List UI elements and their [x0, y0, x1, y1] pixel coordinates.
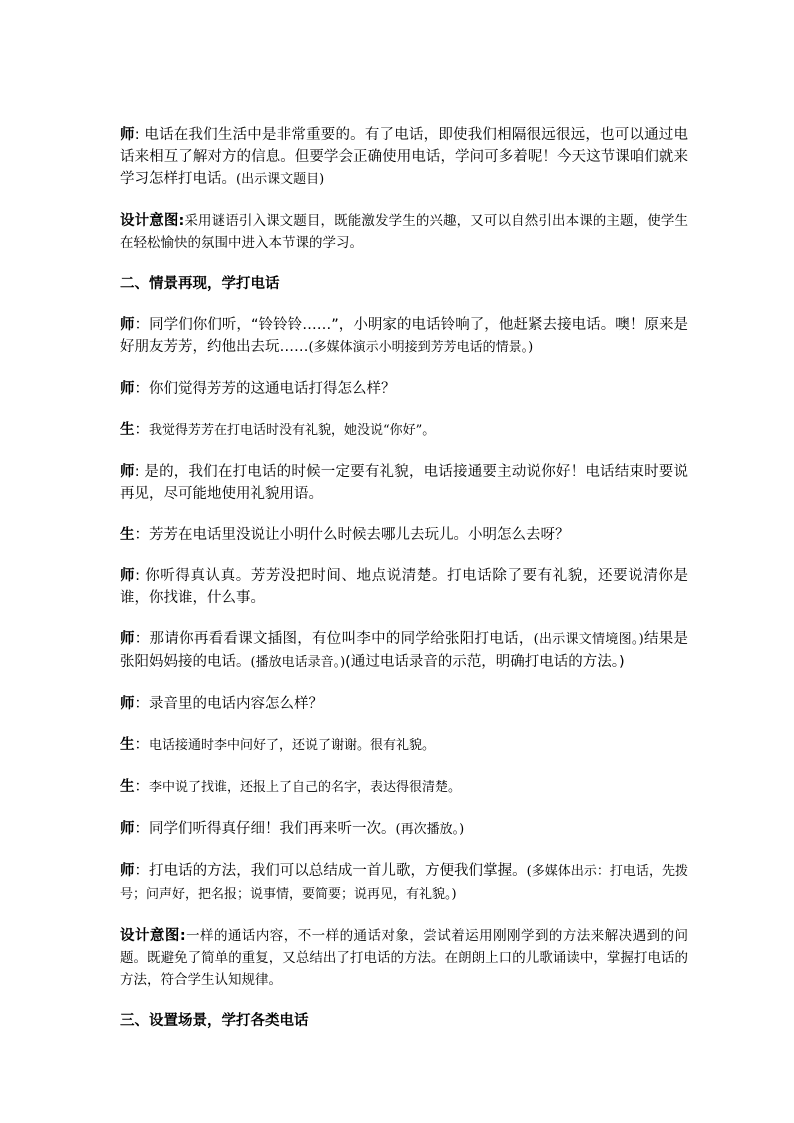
stage-note: (出示课文题目): [236, 172, 325, 187]
paragraph-teacher-scene: [120, 314, 688, 359]
paragraph-student-answer-2: [120, 524, 688, 546]
paragraph-student-answer-3: [120, 734, 688, 757]
paragraph-teacher-politeness: [120, 461, 688, 505]
paragraph-text: ：那请你再看看课文插图，有位叫李中的同学给张阳打电话，: [134, 631, 534, 647]
paragraph-teacher-illustration: [120, 628, 688, 674]
paragraph-teacher-clarity: [120, 565, 688, 609]
stage-note: (出示课文情境图。): [533, 632, 644, 647]
speaker-label: 师: [120, 464, 135, 480]
paragraph-text: : 是的，我们在打电话的时候一定要有礼貌，电话接通要主动说你好！电话结束时要说再见，尽可能地使用礼貌用语。: [120, 464, 688, 502]
paragraph-student-answer-4: [120, 776, 688, 799]
paragraph-text: ：打电话的方法，我们可以总结成一首儿歌，方便我们掌握。: [134, 863, 527, 879]
document-page: [120, 124, 688, 1051]
speaker-label: 师: [120, 127, 135, 143]
stage-note: (多媒体演示小明接到芳芳电话的情景。): [308, 340, 534, 355]
design-intent-text: 采用谜语引入课文题目，既能激发学生的兴趣，又可以自然引出本课的主题，使学生在轻松愉快的氛围中进入本节课的学习。: [120, 213, 688, 251]
speaker-label: 师: [120, 317, 135, 333]
design-intent-label: 设计意图:: [120, 213, 185, 229]
speaker-label: 师: [120, 863, 135, 879]
paragraph-text: : 你听得真认真。芳芳没把时间、地点说清楚。打电话除了要有礼貌，还要说清你是谁，你找谁，什么事。: [120, 568, 689, 606]
paragraph-teacher-recording-question: [120, 693, 688, 715]
speaker-label: 生: [120, 737, 135, 753]
paragraph-teacher-replay: [120, 818, 688, 841]
stage-note-2: (播放电话录音。): [250, 655, 346, 670]
paragraph-text: ：: [134, 422, 149, 438]
student-response: 电话接通时李中问好了，还说了谢谢。很有礼貌。: [149, 738, 436, 753]
speaker-label: 师: [120, 696, 135, 712]
speaker-label: 生: [120, 527, 135, 543]
design-intent-text: 一样的通话内容，不一样的通话对象，尝试着运用刚刚学到的方法来解决遇到的问题。既避免了简单的重复，又总结出了打电话的方法。在朗朗上口的儿歌诵读中，掌握打电话的方法，符合学生认知规律。: [120, 928, 688, 988]
speaker-label: 师: [120, 631, 135, 647]
design-intent-1: [120, 210, 688, 254]
paragraph-text: : 电话在我们生活中是非常重要的。有了电话，即使我们相隔很远很远，也可以通过电话来相互了解对方的信息。但要学会正确使用电话，学问可多着呢！今天这节课咱们就来学习怎样打电话。: [120, 127, 688, 187]
paragraph-text: ：同学们听得真仔细！我们再来听一次。: [134, 821, 396, 837]
paragraph-text: ：录音里的电话内容怎么样？: [134, 696, 323, 712]
paragraph-text-2: 结果是张阳妈妈接的电话。: [120, 631, 689, 670]
speaker-label: 生: [120, 779, 135, 795]
student-response: 李中说了找谁，还报上了自己的名字，表达得很清楚。: [149, 780, 462, 795]
stage-note: (多媒体出示：打电话，先拨号；问声好，把名报；说事情，要简要；说再见，有礼貌。): [120, 864, 689, 902]
design-intent-2: [120, 925, 688, 991]
paragraph-text: ：芳芳在电话里没说让小明什么时候去哪儿去玩儿。小明怎么去呀？: [134, 527, 570, 543]
paragraph-text: ：同学们你们听，“铃铃铃……”，小明家的电话铃响了，他赶紧去接电话。噢！原来是好朋友芳芳，约他出去玩……: [120, 317, 688, 355]
speaker-label: 师: [120, 821, 135, 837]
paragraph-teacher-intro: [120, 124, 688, 191]
student-response: 我觉得芳芳在打电话时没有礼貌，她没说“你好”。: [149, 423, 436, 438]
design-intent-label: 设计意图:: [120, 928, 186, 944]
paragraph-text: ：: [134, 779, 149, 795]
stage-note: (再次播放。): [395, 822, 465, 837]
paragraph-text: ：你们觉得芳芳的这通电话打得怎么样？: [134, 381, 396, 397]
section-heading-2: 二、情景再现，学打电话: [120, 276, 280, 292]
speaker-label: 师: [120, 568, 136, 584]
speaker-label: 生: [120, 422, 135, 438]
paragraph-text: ：: [134, 737, 149, 753]
speaker-label: 师: [120, 381, 135, 397]
paragraph-teacher-question: [120, 378, 688, 400]
paragraph-teacher-rhyme: [120, 860, 688, 906]
section-heading-3: 三、设置场景，学打各类电话: [120, 1013, 309, 1029]
paragraph-text-3: (通过电话录音的示范，明确打电话的方法。): [345, 654, 625, 670]
paragraph-student-answer-1: [120, 419, 688, 442]
